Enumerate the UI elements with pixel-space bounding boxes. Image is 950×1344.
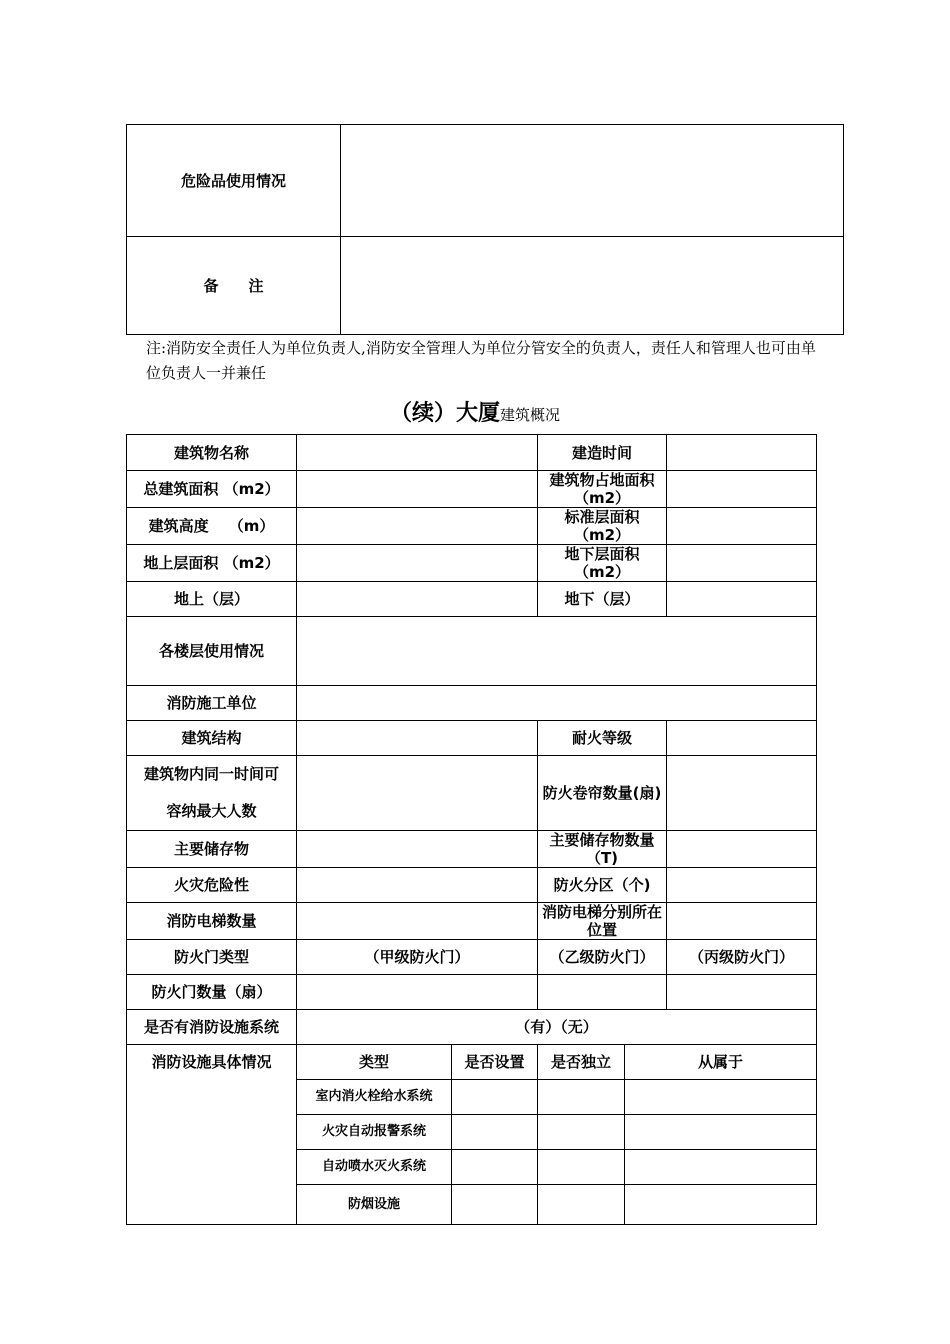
has-system-value[interactable]: （有）（无） [297,1010,817,1045]
built-time-label: 建造时间 [538,435,667,471]
facility-detail-label: 消防设施具体情况 [127,1045,297,1225]
table-row [127,1045,817,1080]
main-storage-label: 主要储存物 [127,831,297,868]
total-area-value[interactable] [297,471,538,508]
facility-independent-cell[interactable] [538,1080,625,1115]
building-name-label: 建筑物名称 [127,435,297,471]
main-storage-value[interactable] [297,831,538,868]
std-floor-area-value[interactable] [667,508,817,545]
door-class-a: （甲级防火门） [297,940,538,975]
door-count-b-value[interactable] [538,975,667,1010]
structure-label: 建筑结构 [127,721,297,756]
elevator-count-value[interactable] [297,903,538,940]
shutter-count-label: 防火卷帘数量(扇) [538,756,667,831]
fire-rating-label: 耐火等级 [538,721,667,756]
contractor-value[interactable] [297,686,817,721]
height-label: 建筑高度 （m） [127,508,297,545]
section-title [0,396,950,427]
fire-zones-value[interactable] [667,868,817,903]
max-occupancy-line2: 容纳最大人数 [166,802,257,820]
contractor-label: 消防施工单位 [127,686,297,721]
footprint-label: 建筑物占地面积（m2） [538,471,667,508]
hazardous-value-cell[interactable] [341,125,844,237]
remarks-label: 备 注 [127,237,341,335]
built-time-value[interactable] [667,435,817,471]
fire-risk-value[interactable] [297,868,538,903]
facility-header-type: 类型 [297,1045,452,1080]
table-row [127,471,817,508]
facility-header-belongs-to: 从属于 [625,1045,817,1080]
door-class-b: （乙级防火门） [538,940,667,975]
table-row [127,125,844,237]
door-count-c-value[interactable] [667,975,817,1010]
below-floors-label: 地下（层） [538,582,667,617]
elevator-location-value[interactable] [667,903,817,940]
door-count-a-value[interactable] [297,975,538,1010]
above-floors-label: 地上（层） [127,582,297,617]
table-row [127,940,817,975]
total-area-label: 总建筑面积 （m2） [127,471,297,508]
max-occupancy-value[interactable] [297,756,538,831]
facility-belongs-to-cell[interactable] [625,1150,817,1185]
facility-header-independent: 是否独立 [538,1045,625,1080]
table-row [127,545,817,582]
fire-rating-value[interactable] [667,721,817,756]
facility-independent-cell[interactable] [538,1115,625,1150]
above-floors-value[interactable] [297,582,538,617]
section-title-sub: 建筑概况 [500,406,561,424]
facility-installed-cell[interactable] [452,1115,538,1150]
height-value[interactable] [297,508,538,545]
hazardous-label: 危险品使用情况 [127,125,341,237]
table-row [127,508,817,545]
std-floor-area-label: 标准层面积 （m2） [538,508,667,545]
below-floors-value[interactable] [667,582,817,617]
facility-installed-cell[interactable] [452,1150,538,1185]
table-row [127,756,817,831]
facility-header-installed: 是否设置 [452,1045,538,1080]
facility-type-sprinkler: 自动喷水灭火系统 [297,1150,452,1185]
above-area-label: 地上层面积 （m2） [127,545,297,582]
table-row [127,975,817,1010]
has-system-label: 是否有消防设施系统 [127,1010,297,1045]
floor-usage-value[interactable] [297,617,817,686]
facility-installed-cell[interactable] [452,1185,538,1225]
table-row [127,582,817,617]
max-occupancy-line1: 建筑物内同一时间可 [143,765,279,783]
facility-belongs-to-cell[interactable] [625,1115,817,1150]
facility-belongs-to-cell[interactable] [625,1080,817,1115]
section-title-main: （续）大厦 [389,400,500,426]
below-area-value[interactable] [667,545,817,582]
structure-value[interactable] [297,721,538,756]
table-row [127,1010,817,1045]
table-row [127,721,817,756]
door-count-label: 防火门数量（扇） [127,975,297,1010]
fire-zones-label: 防火分区（个) [538,868,667,903]
main-storage-qty-label: 主要储存物数量（T) [538,831,667,868]
floor-usage-label: 各楼层使用情况 [127,617,297,686]
table-row [127,617,817,686]
above-area-value[interactable] [297,545,538,582]
hazard-remarks-table [126,124,844,335]
building-overview-table [126,434,817,1225]
elevator-count-label: 消防电梯数量 [127,903,297,940]
door-class-c: （丙级防火门） [667,940,817,975]
table-row [127,903,817,940]
table-row [127,831,817,868]
facility-type-alarm: 火灾自动报警系统 [297,1115,452,1150]
facility-type-smoke: 防烟设施 [297,1185,452,1225]
footprint-value[interactable] [667,471,817,508]
main-storage-qty-value[interactable] [667,831,817,868]
remarks-value-cell[interactable] [341,237,844,335]
table-row [127,868,817,903]
facility-type-hydrant: 室内消火栓给水系统 [297,1080,452,1115]
facility-independent-cell[interactable] [538,1150,625,1185]
table-row [127,686,817,721]
door-type-label: 防火门类型 [127,940,297,975]
elevator-location-label: 消防电梯分别所在位置 [538,903,667,940]
facility-belongs-to-cell[interactable] [625,1185,817,1225]
shutter-count-value[interactable] [667,756,817,831]
below-area-label: 地下层面积 （m2） [538,545,667,582]
fire-risk-label: 火灾危险性 [127,868,297,903]
facility-installed-cell[interactable] [452,1080,538,1115]
table-row [127,435,817,471]
facility-independent-cell[interactable] [538,1185,625,1225]
footnote: 注:消防安全责任人为单位负责人,消防安全管理人为单位分管安全的负责人，责任人和管理人也可由单位负责人一并兼任 [146,339,816,382]
max-occupancy-label [127,756,297,831]
building-name-value[interactable] [297,435,538,471]
table-row [127,237,844,335]
